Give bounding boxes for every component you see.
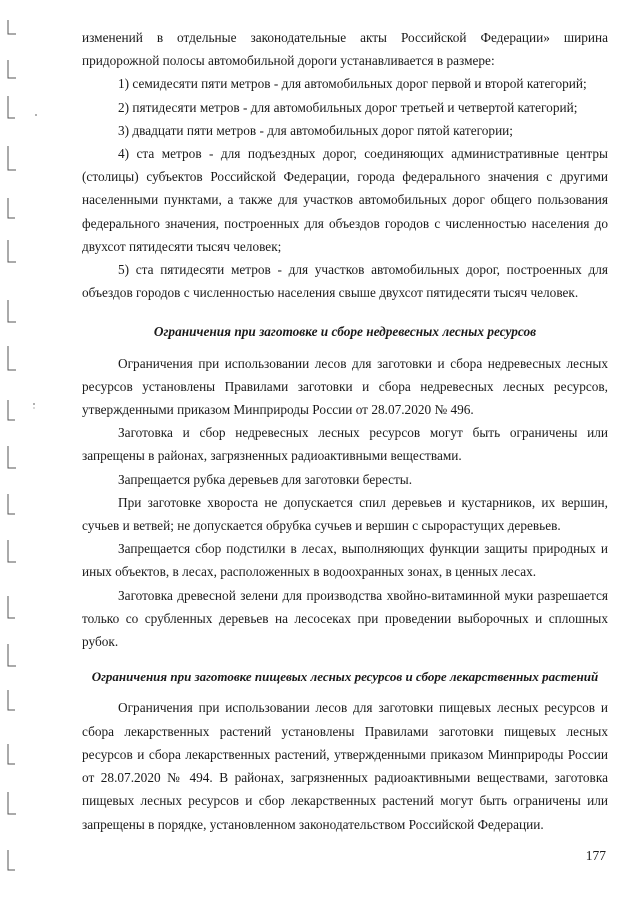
list-item: 2) пятидесяти метров - для автомобильных дорог третьей и четвертой категорий; [118, 99, 578, 115]
page-number: 177 [585, 848, 606, 863]
list-item: 4) ста метров - для подъездных дорог, соединяющих административные центры (столицы) субъектов Российской Федерации, города федерального значения с другими населенными пунктами, а также для участков автомобильных дорог общего пользования федерального значения, построенных для объездов городов с численностью населения до двухсот пятидесяти тысяч человек; [82, 146, 608, 254]
paragraph: Запрещается сбор подстилки в лесах, выполняющих функции защиты природных и иных объектов, в лесах, расположенных в водоохранных зонах, в ценных лесах. [82, 541, 608, 580]
list-item: 1) семидесяти пяти метров - для автомобильных дорог первой и второй категорий; [118, 76, 587, 92]
section-heading: Ограничения при заготовке и сборе недревесных лесных ресурсов [153, 324, 537, 340]
paragraph: изменений в отдельные законодательные акты Российской Федерации» ширина придорожной полосы автомобильной дороги устанавливается в размере: [82, 30, 608, 69]
paragraph: Заготовка древесной зелени для производства хвойно-витаминной муки разрешается только со срубленных деревьев на лесосеках при проведении выборочных и сплошных рубок. [82, 587, 608, 650]
list-item: 5) ста пятидесяти метров - для участков автомобильных дорог, построенных для объездов городов с численностью населения свыше двухсот пятидесяти тысяч человек. [82, 262, 608, 301]
paragraph: При заготовке хвороста не допускается спил деревьев и кустарников, их вершин, сучьев и ветвей; не допускается обрубка сучьев и вершин с сырорастущих деревьев. [82, 494, 608, 534]
binding-margin-marks [0, 0, 40, 905]
document-body [82, 26, 608, 836]
paragraph: Запрещается рубка деревьев для заготовки бересты. [118, 471, 413, 487]
section-heading: Ограничения при заготовке пищевых лесных ресурсов и сборе лекарственных растений [91, 669, 599, 685]
paragraph: Ограничения при использовании лесов для заготовки и сбора недревесных лесных ресурсов установлены Правилами заготовки и сбора недревесных лесных ресурсов, утвержденными приказом Минприроды России от 28.07.2020 № 496. [82, 355, 608, 418]
paragraph: Ограничения при использовании лесов для заготовки пищевых лесных ресурсов и сбора лекарственных растений установлены Правилами заготовки пищевых лесных ресурсов и сбора лекарственных растений, утвержденными приказом Минприроды России от 28.07.2020 № 494. В районах, загрязненных радиоактивными веществами, заготовка пищевых лесных ресурсов и сбор лекарственных растений могут быть ограничены или запрещены в порядке, установленном законодательством Российской Федерации. [82, 700, 608, 832]
paragraph: Заготовка и сбор недревесных лесных ресурсов могут быть ограничены или запрещены в районах, загрязненных радиоактивными веществами. [82, 425, 608, 464]
list-item: 3) двадцати пяти метров - для автомобильных дорог пятой категории; [118, 122, 513, 138]
